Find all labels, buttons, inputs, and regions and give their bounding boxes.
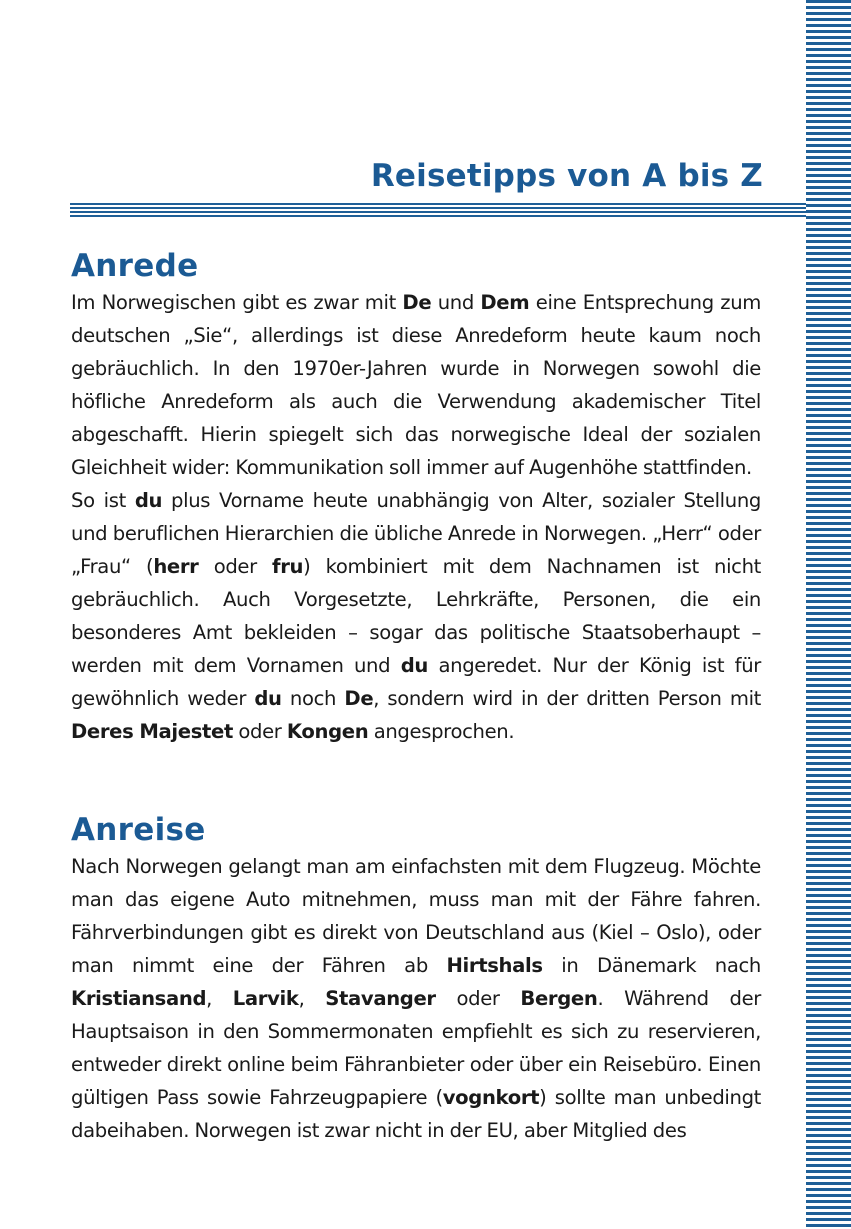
- section-anrede: [71, 246, 761, 748]
- bold-term: fru: [272, 555, 304, 578]
- bold-term: vognkort: [442, 1086, 540, 1109]
- bold-term: Kongen: [286, 720, 369, 743]
- bold-term: du: [134, 489, 163, 512]
- bold-term: De: [344, 687, 374, 710]
- bold-term: Dem: [480, 291, 530, 314]
- body-paragraph: Nach Norwegen gelangt man am einfachsten mit dem Flugzeug. Möchte man das eigene Auto mitnehmen, muss man mit der Fähre fahren. Fährverbindungen gibt es direkt von Deutschland aus (Kiel – Oslo), oder man nimmt eine der Fähren ab Hirtshals in Dänemark nach Kristiansand, Larvik, Stavanger oder Bergen. Während der Hauptsaison in den Sommermonaten empfiehlt es sich zu reservieren, entweder direkt online beim Fähranbieter oder über ein Reisebüro. Einen gültigen Pass sowie Fahrzeugpapiere (vognkort) sollte man unbedingt dabeihaben. Norwegen ist zwar nicht in der EU, aber Mitglied des: [71, 855, 762, 1142]
- bold-term: du: [254, 687, 282, 710]
- bold-term: Larvik: [232, 987, 299, 1010]
- bold-term: Bergen: [520, 987, 598, 1010]
- body-paragraph: Im Norwegischen gibt es zwar mit De und Dem eine Entsprechung zum deutschen „Sie“, allerdings ist diese Anredeform heute kaum noch gebräuchlich. In den 1970er-Jahren wurde in Norwegen sowohl die höfliche Anredeform als auch die Verwendung akademischer Titel abgeschafft. Hierin spiegelt sich das norwegische Ideal der sozialen Gleichheit wider: Kommunikation soll immer auf Augenhöhe stattfinden.: [71, 291, 762, 479]
- bold-term: herr: [153, 555, 199, 578]
- body-paragraph: So ist du plus Vorname heute unabhängig von Alter, sozialer Stellung und beruflichen Hierarchien die übliche Anrede in Norwegen. „Herr“ oder „Frau“ (herr oder fru) kombiniert mit dem Nachnamen ist nicht gebräuchlich. Auch Vorgesetzte, Lehrkräfte, Personen, die ein besonderes Amt bekleiden – sogar das politische Staatsoberhaupt – werden mit dem Vornamen und du angeredet. Nur der König ist für gewöhnlich weder du noch De, sondern wird in der dritten Person mit Deres Majestet oder Kongen angesprochen.: [71, 489, 761, 743]
- title-rule: [70, 203, 806, 218]
- bold-term: Kristiansand: [71, 987, 207, 1010]
- bold-term: du: [400, 654, 428, 677]
- section-heading: Anreise: [71, 812, 206, 848]
- section-anreise: [71, 810, 761, 1147]
- section-heading: Anrede: [71, 248, 199, 284]
- page-title: Reisetipps von A bis Z: [370, 158, 763, 194]
- bold-term: De: [402, 291, 432, 314]
- side-stripe-decoration: [806, 0, 851, 1229]
- bold-term: Deres Majestet: [71, 720, 233, 743]
- bold-term: Hirtshals: [446, 954, 543, 977]
- bold-term: Stavanger: [325, 987, 436, 1010]
